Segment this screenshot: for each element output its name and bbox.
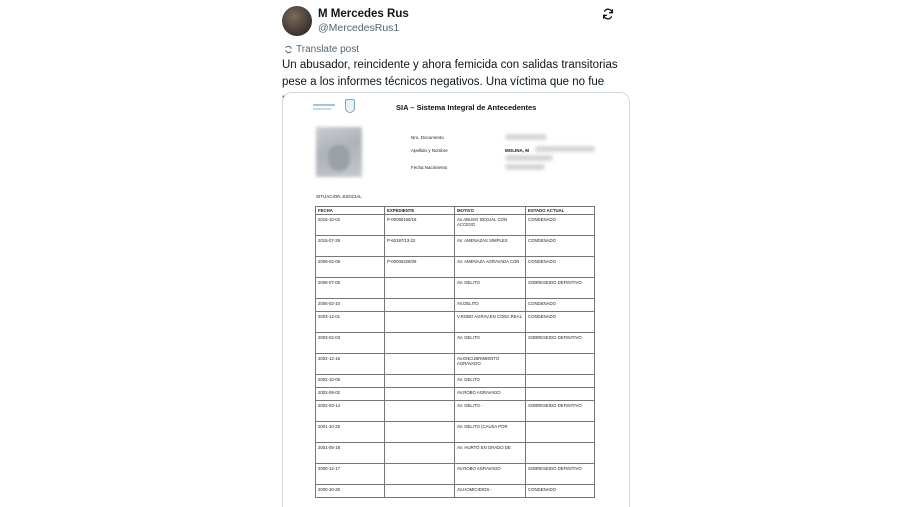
cell-fecha: 2003-12-01 [316,312,385,333]
cell-motivo: AV.HOMICIDIOS.- [455,485,526,498]
cell-estado: CONDENADO [526,485,595,498]
avatar[interactable] [282,6,312,36]
cell-estado: CONDENADO [526,257,595,278]
doc-number-label: Nro. Documento [411,135,444,140]
cell-motivo: AV. DELITO [455,333,526,354]
cell-fecha: 2001-10-25 [316,422,385,443]
cell-exp [385,278,455,299]
translate-label: Translate post [296,44,359,55]
document [283,93,629,507]
table-row [316,215,595,236]
table-row [316,299,595,312]
logo [313,101,343,113]
cell-exp [385,354,455,375]
cell-motivo: AV.DELITO [455,299,526,312]
cell-exp [385,312,455,333]
birth-label: Fecha Nacimiento [411,165,448,170]
cell-fecha: 2001-05-18 [316,443,385,464]
shield-icon [345,99,355,113]
cell-estado [526,422,595,443]
cell-estado [526,375,595,388]
cell-exp [385,464,455,485]
cell-fecha: 2002-12-16 [316,354,385,375]
table-row [316,257,595,278]
cell-exp [385,443,455,464]
section-title: SITUACION JUDICIAL [316,194,362,199]
cell-estado: SOBRESEIDO DEFINITIVO [526,464,595,485]
cell-fecha: 2015-10-02 [316,215,385,236]
judicial-table [315,206,595,498]
cell-exp [385,388,455,401]
table-row [316,464,595,485]
cell-estado: SOBRESEIDO DEFINITIVO [526,333,595,354]
cell-exp: P-00090160/15 [385,215,455,236]
cell-motivo: AV.ROBO AGRAVADO [455,464,526,485]
author-name[interactable]: M Mercedes Rus [318,8,409,20]
cell-motivo: AV.ABUSO SEXUAL CON ACCESO [455,215,526,236]
column-header: FECHA [316,207,385,215]
document-title: SIA – Sistema Integral de Antecedentes [396,103,537,112]
redacted-name-1 [535,146,595,152]
cell-estado [526,354,595,375]
cell-fecha: 2005-02-10 [316,299,385,312]
cell-fecha: 2003-02-03 [316,333,385,354]
cell-estado: SOBRESEIDO DEFINITIVO [526,401,595,422]
redacted-birth [505,164,545,170]
cell-estado [526,388,595,401]
translate-icon [284,45,293,54]
cell-exp [385,485,455,498]
attached-image[interactable] [282,92,630,507]
cell-motivo: AV. DELITO - [455,401,526,422]
id-photo-blurred [316,127,362,177]
cell-fecha: 2002-03-14 [316,401,385,422]
cell-estado [526,443,595,464]
cell-exp [385,299,455,312]
cell-exp [385,401,455,422]
cell-motivo: AV. DELITO [455,375,526,388]
table-row [316,312,595,333]
cell-exp [385,333,455,354]
cell-motivo: AV. AMENAZAS SIMPLES [455,236,526,257]
cell-fecha: 2002-08-02 [316,388,385,401]
cell-estado: CONDENADO [526,215,595,236]
cell-fecha: 2000-12-17 [316,464,385,485]
table-row [316,236,595,257]
tweet-text: Un abusador, reincidente y ahora femicida con salidas transitorias pese a los informes técnicos negativos. Una víctima que no fue [282,59,618,88]
cell-motivo: V.ROBO AGRAV.EN CONC.REAL [455,312,526,333]
cell-exp: P-60197/13-22 [385,236,455,257]
post [270,0,630,506]
table-row [316,443,595,464]
cell-exp [385,422,455,443]
cell-exp [385,375,455,388]
cell-motivo: AV. HURTO EN GRADO DE [455,443,526,464]
cell-motivo: AV. DELITO (CAUSA POR [455,422,526,443]
cell-estado: CONDENADO [526,312,595,333]
name-value: MOLINA, M [505,148,529,153]
cell-fecha: 2015-07-28 [316,236,385,257]
cell-motivo: AV.ROBO AGRAVADO [455,388,526,401]
cell-motivo: AV. DELITO [455,278,526,299]
column-header: MOTIVO [455,207,526,215]
table-row [316,333,595,354]
table-row [316,375,595,388]
redacted-doc-number [505,134,547,140]
name-label: Apellido y Nombre [411,148,448,153]
table-row [316,401,595,422]
cell-estado: SOBRESEIDO DEFINITIVO [526,278,595,299]
cell-fecha: 2009-02-08 [316,257,385,278]
table-row [316,388,595,401]
cell-motivo: AV. AMENAZA AGRAVADA CON [455,257,526,278]
cell-estado: CONDENADO [526,299,595,312]
table-row [316,354,595,375]
column-header: ESTADO ACTUAL [526,207,595,215]
cell-motivo: AV.ENCUBRIMIENTO AGRAVADO [455,354,526,375]
translate-link[interactable] [284,44,359,55]
cell-fecha: 2000-10-30 [316,485,385,498]
author-handle[interactable]: @MercedesRus1 [318,22,400,34]
cell-exp: P-00006328/09 [385,257,455,278]
cell-fecha: 2008-07-06 [316,278,385,299]
column-header: EXPEDIENTE [385,207,455,215]
cell-estado: CONDENADO [526,236,595,257]
redacted-name-2 [505,155,553,161]
cell-fecha: 2002-10-05 [316,375,385,388]
table-row [316,278,595,299]
table-row [316,422,595,443]
sync-icon[interactable] [602,8,614,20]
table-row [316,485,595,498]
